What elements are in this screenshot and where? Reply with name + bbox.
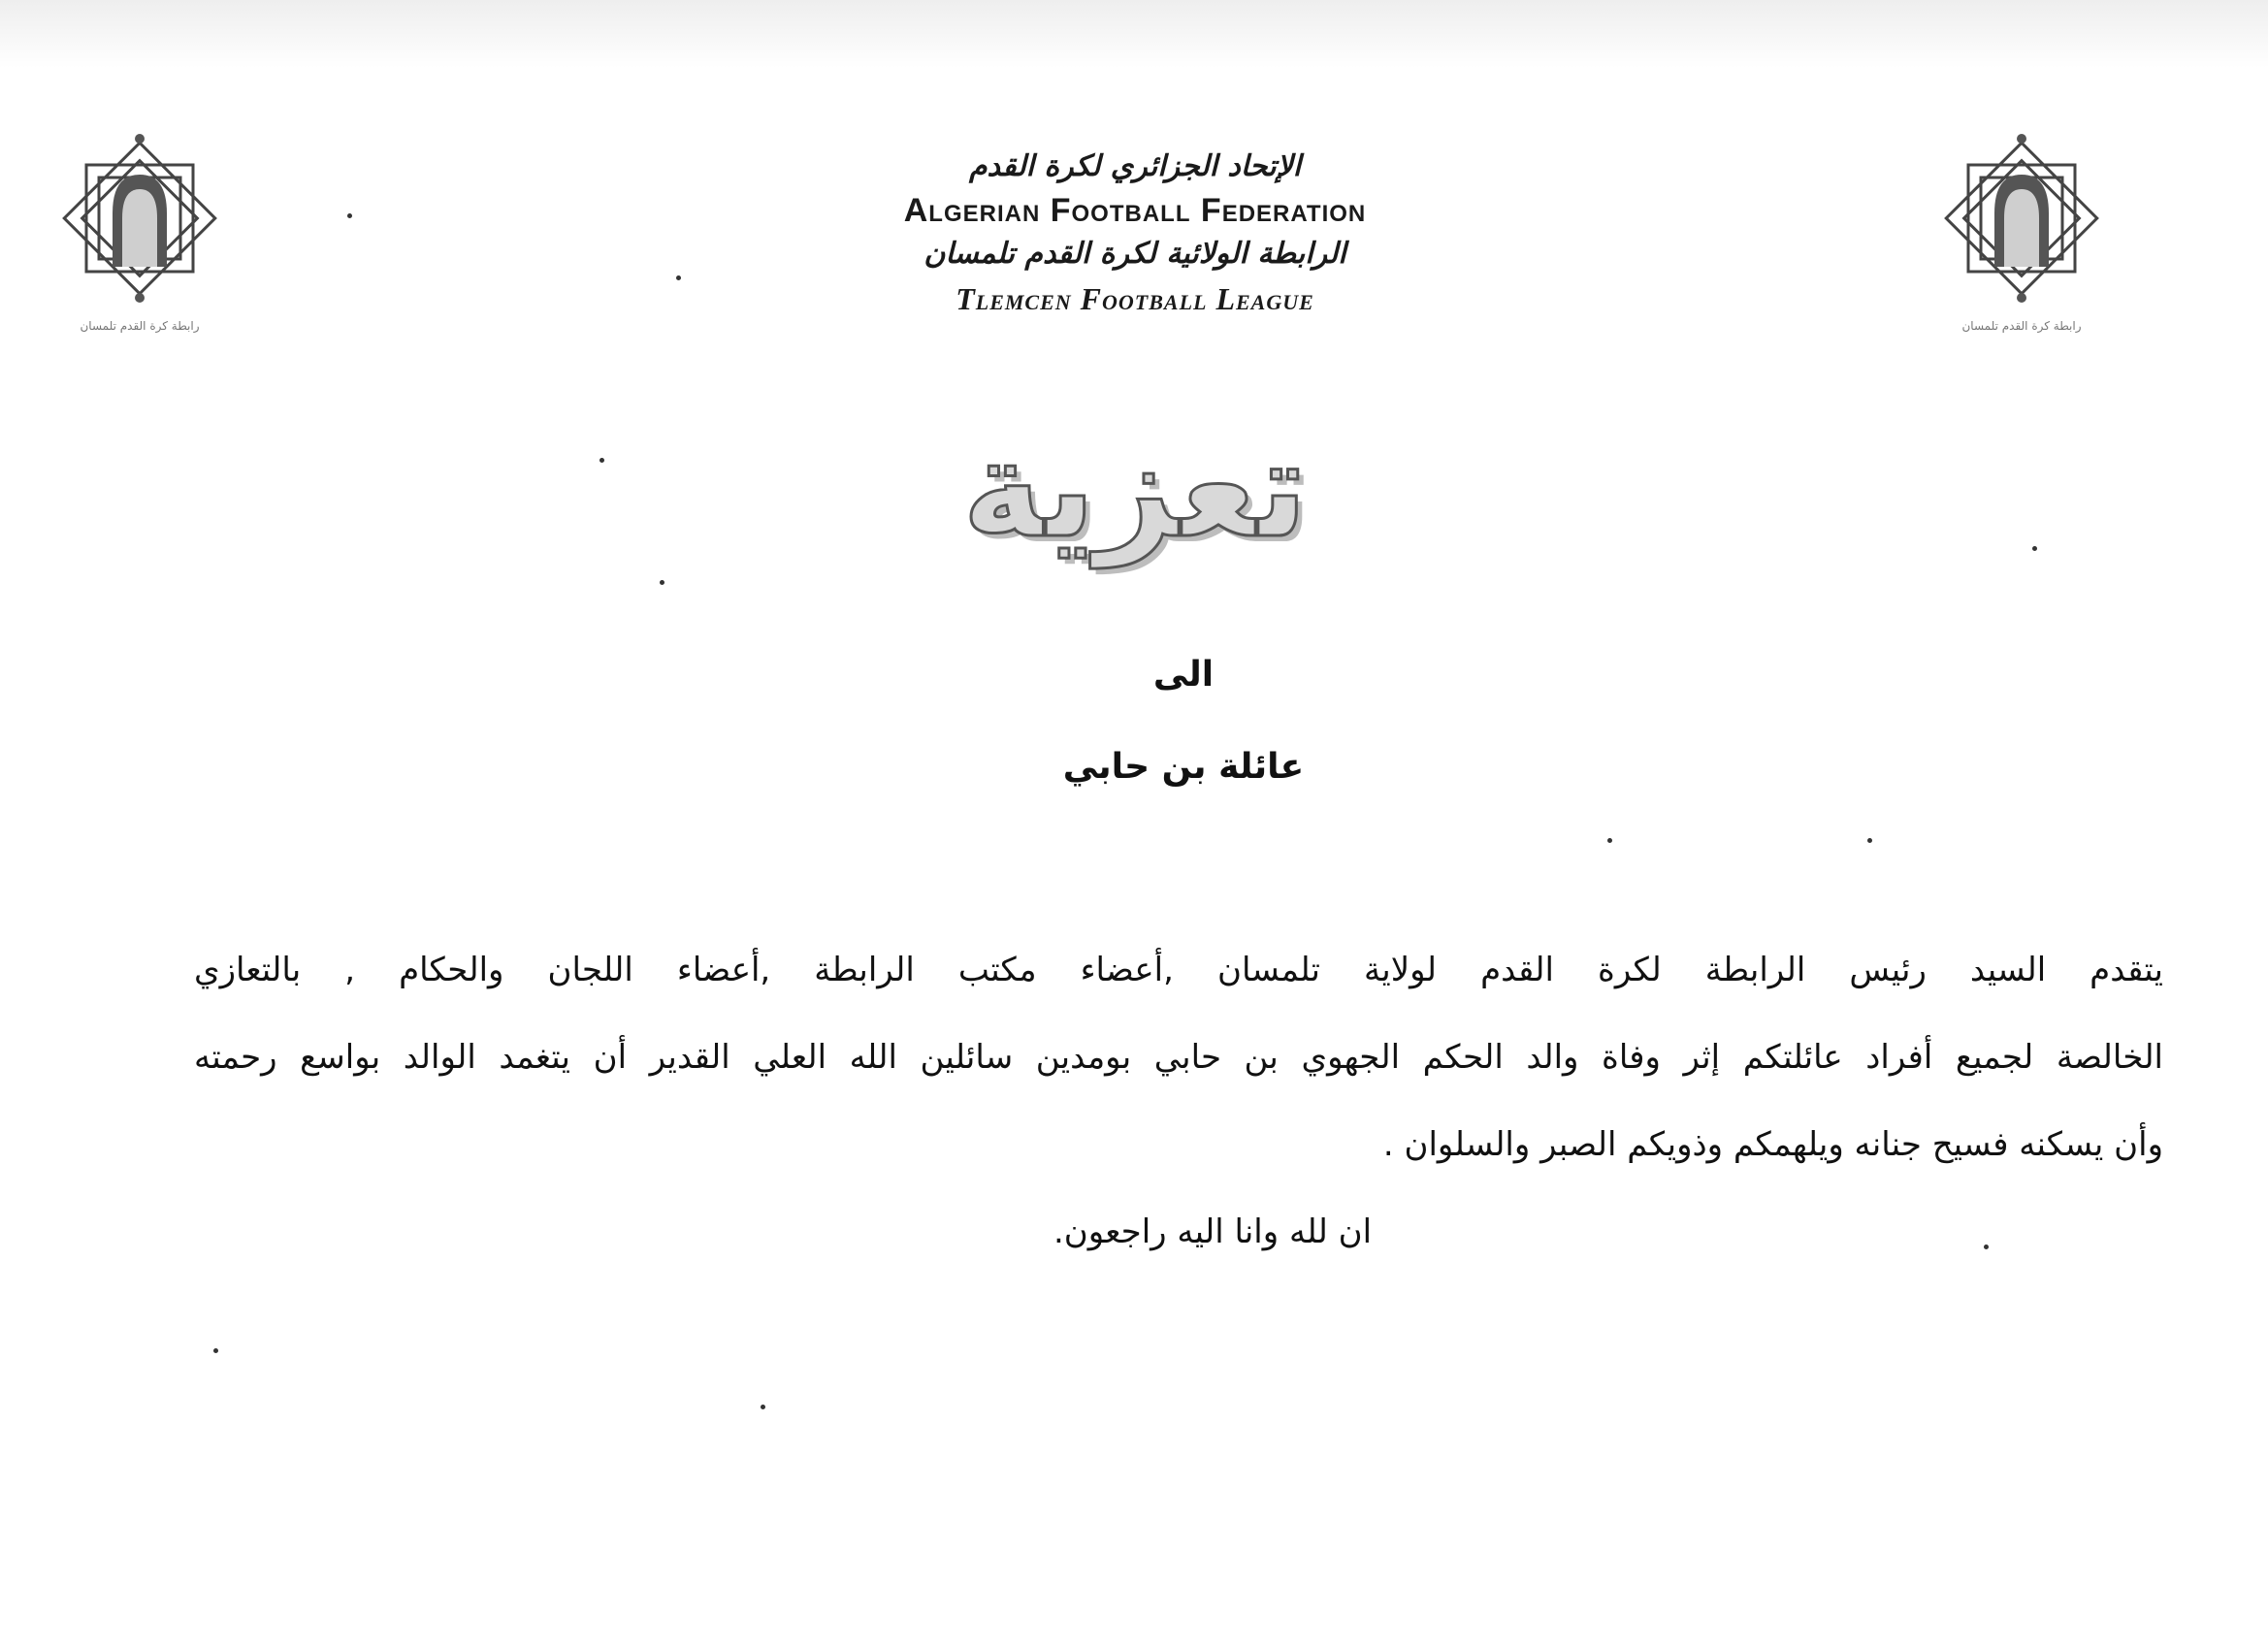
league-logo-left	[43, 121, 237, 354]
scan-edge	[0, 0, 2268, 68]
condolence-title: تعزية	[961, 410, 1309, 568]
body-line-3: وأن يسكنه فسيح جنانه ويلهمكم وذويكم الصبر والسلوان .	[1382, 1125, 2163, 1164]
scan-speck	[1607, 838, 1612, 843]
scan-speck	[347, 213, 352, 218]
recipient-to: الى	[1152, 655, 1215, 695]
scan-speck	[660, 580, 664, 585]
closing-verse: ان لله وانا اليه راجعون.	[1053, 1212, 1373, 1251]
league-logo-right	[1925, 121, 2119, 354]
logo-caption-right: رابطة كرة القدم تلمسان	[1961, 319, 2082, 333]
scan-speck	[1867, 838, 1872, 843]
arabic-league-name: الرابطة الولائية لكرة القدم تلمسان	[923, 237, 1346, 271]
english-federation-name: Algerian Football Federation	[903, 192, 1367, 229]
scan-speck	[213, 1348, 218, 1353]
condolence-body	[194, 926, 2163, 1188]
scan-speck	[676, 275, 681, 280]
scan-speck	[1984, 1245, 1989, 1249]
recipient-family: عائلة بن حابي	[1062, 747, 1305, 787]
scan-speck	[761, 1405, 765, 1409]
scan-speck	[599, 458, 604, 463]
arabic-federation-name: الإتحاد الجزائري لكرة القدم	[968, 149, 1302, 183]
letterhead	[776, 146, 1494, 322]
body-line-1: يتقدم السيد رئيس الرابطة لكرة القدم لولاية تلمسان ,أعضاء مكتب الرابطة ,أعضاء اللجان والحكام , بالتعازي	[194, 951, 2163, 989]
logo-caption-left: رابطة كرة القدم تلمسان	[80, 319, 200, 333]
body-line-2: الخالصة لجميع أفراد عائلتكم إثر وفاة والد الحكم الجهوي بن حابي بومدين سائلين الله العلي القدير أن يتغمد الوالد بواسع رحمته	[194, 1038, 2163, 1077]
league-emblem-icon	[43, 121, 237, 315]
league-emblem-icon	[1925, 121, 2119, 315]
scan-speck	[2032, 546, 2037, 551]
english-league-name: Tlemcen Football League	[956, 281, 1314, 316]
